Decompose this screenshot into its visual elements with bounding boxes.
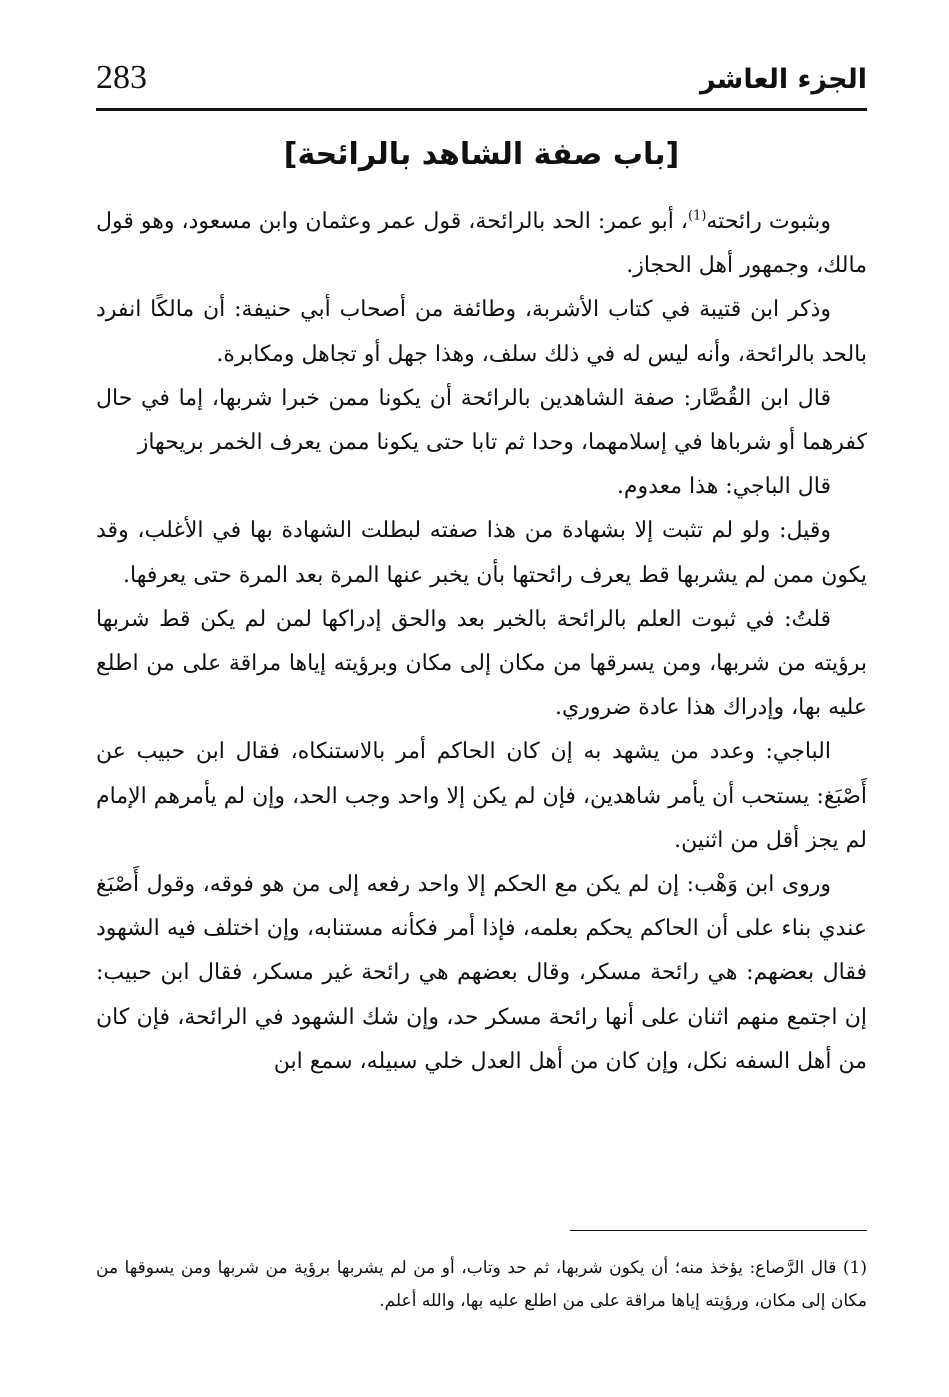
page-header bbox=[96, 58, 867, 108]
page-number: 283 bbox=[96, 59, 147, 96]
footnote-text: قال الرَّصاع: يؤخذ منه؛ أن يكون شربها، ثم حد وتاب، أو من لم يشربها برؤية من شربها ومن يسوقها من مكان إلى مكان، ورؤيته إياها مراقة على من اطلع عليه بها، والله أعلم. bbox=[96, 1258, 867, 1311]
paragraph-text: ، أبو عمر: الحد بالرائحة، قول عمر وعثمان وابن مسعود، وهو قول مالك، وجمهور أهل الحجاز. bbox=[96, 209, 867, 279]
section-title: [باب صفة الشاهد بالرائحة] bbox=[283, 137, 680, 172]
paragraph: قال ابن القُصَّار: صفة الشاهدين بالرائحة أن يكونا ممن خبرا شربها، إما في حال كفرهما أو شرباها في إسلامهما، وحدا ثم تابا حتى يكونا ممن يعرف الخمر بريحهاز bbox=[96, 385, 867, 456]
paragraph: الباجي: وعدد من يشهد به إن كان الحاكم أمر بالاستنكاه، فقال ابن حبيب عن أَصْبَغ: يستحب أن يأمر شاهدين، فإن لم يكن إلا واحد وجب الحد، وإن لم يأمرهم الإمام لم يجز أقل من اثنين. bbox=[96, 739, 867, 853]
paragraph: وروى ابن وَهْب: إن لم يكن مع الحكم إلا واحد رفعه إلى من هو فوقه، وقول أَصْبَغ عندي بناء على أن الحاكم يحكم بعلمه، فإذا أمر فكأنه مستنابه، وإن اختلف فيه الشهود فقال بعضهم: هي رائحة مسكر، وقال بعضهم هي رائحة غير مسكر، فقال ابن حبيب: إن اجتمع منهم اثنان على أنها رائحة مسكر حد، وإن شك الشهود في الرائحة، فإن كان من أهل السفه نكل، وإن كان من أهل العدل خلي سبيله، سمع ابن bbox=[96, 872, 867, 1074]
paragraph: وذكر ابن قتيبة في كتاب الأشربة، وطائفة من أصحاب أبي حنيفة: أن مالكًا انفرد بالحد بالرائحة، وأنه ليس له في ذلك سلف، وهذا جهل أو تجاهل ومكابرة. bbox=[96, 297, 867, 367]
footnote-rule bbox=[570, 1230, 867, 1231]
paragraph: قلتُ: في ثبوت العلم بالرائحة بالخبر بعد والحق إدراكها لمن لم يكن قط شربها برؤيته من شربها، ومن يسرقها من مكان إلى مكان وبرؤيته إياها مراقة على من اطلع عليه بها، وإدراك هذا عادة ضروري. bbox=[96, 606, 867, 721]
header-rule bbox=[96, 108, 867, 111]
footnote-reference: (1) bbox=[687, 208, 707, 224]
paragraph-text: وبثبوت رائحته bbox=[706, 209, 831, 234]
footnote-marker: (1) bbox=[842, 1258, 868, 1278]
paragraph: وقيل: ولو لم تثبت إلا بشهادة من هذا صفته لبطلت الشهادة بها في الأغلب، وقد يكون ممن لم يشربها قط يعرف رائحتها بأن يخبر عنها المرة بعد المرة حتى يعرفها. bbox=[96, 518, 867, 588]
paragraph: قال الباجي: هذا معدوم. bbox=[616, 474, 831, 500]
running-head: الجزء العاشر bbox=[700, 64, 867, 95]
paragraph bbox=[96, 200, 867, 288]
body-text bbox=[96, 200, 867, 1084]
footnote bbox=[96, 1252, 867, 1318]
